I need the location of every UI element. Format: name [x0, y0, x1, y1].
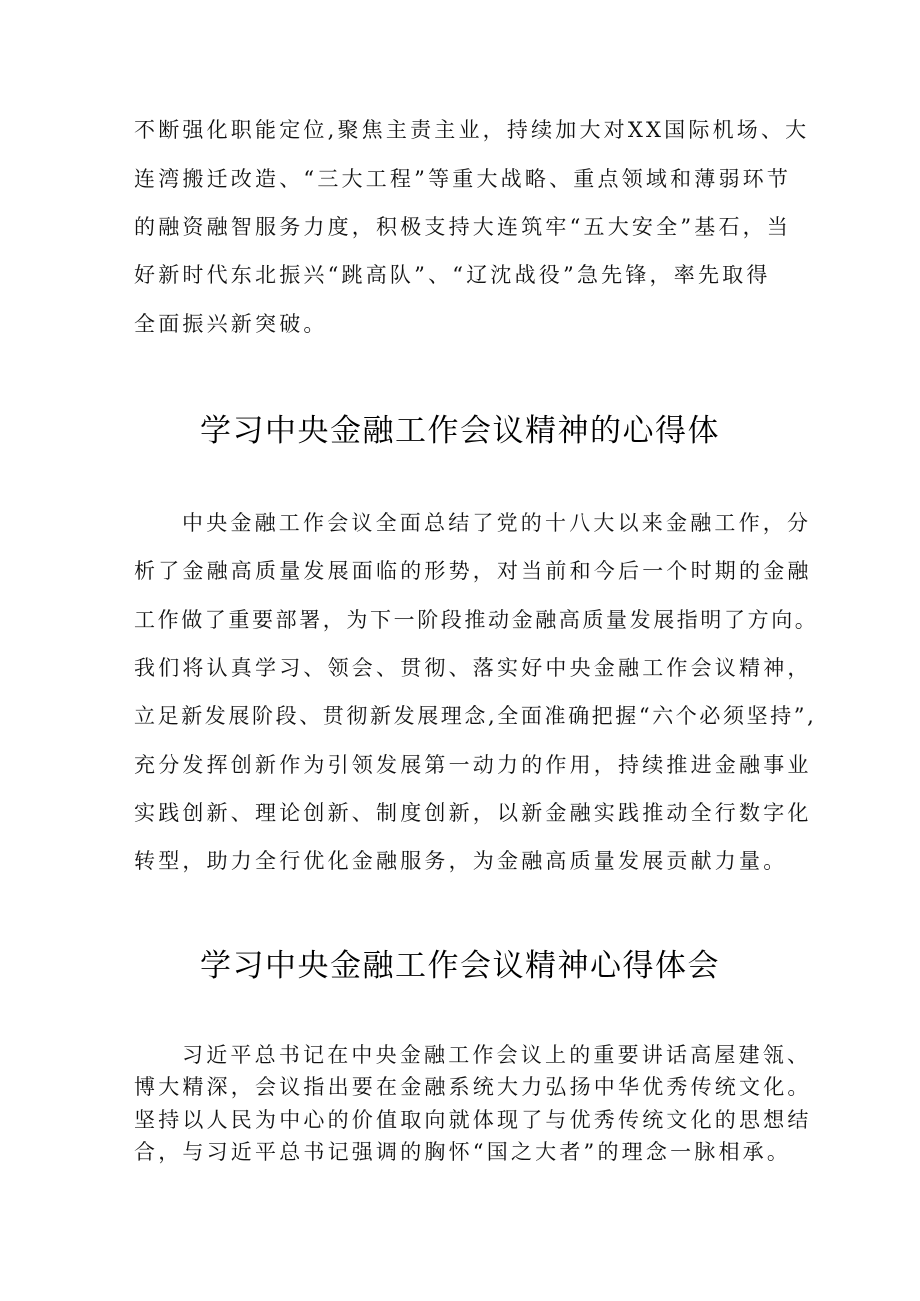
- text-line: 充分发挥创新作为引领发展第一动力的作用，持续推进金融事业: [134, 753, 812, 777]
- text-line: 不断强化职能定位,聚焦主责主业，持续加大对XX国际机场、大: [134, 118, 810, 142]
- text-line: 连湾搬迁改造、“三大工程”等重大战略、重点领域和薄弱环节: [134, 167, 792, 191]
- text-line: 坚持以人民为中心的价值取向就体现了与优秀传统文化的思想结: [134, 1108, 812, 1132]
- text-line: 的融资融智服务力度，积极支持大连筑牢“五大安全”基石，当: [134, 215, 792, 239]
- section-heading: 学习中央金融工作会议精神心得体会: [200, 948, 720, 984]
- text-line: 合，与习近平总书记强调的胸怀“国之大者”的理念一脉相承。: [134, 1140, 792, 1164]
- text-line: 立足新发展阶段、贯彻新发展理念,全面准确把握“六个必须坚持”,: [134, 704, 817, 728]
- text-line: 析了金融高质量发展面临的形势，对当前和今后一个时期的金融: [134, 559, 812, 583]
- text-line: 工作做了重要部署，为下一阶段推动金融高质量发展指明了方向。: [134, 608, 819, 632]
- text-line: 好新时代东北振兴“跳高队”、“辽沈战役”急先锋，率先取得: [134, 263, 771, 287]
- text-line: 中央金融工作会议全面总结了党的十八大以来金融工作，分: [182, 511, 812, 535]
- text-line: 习近平总书记在中央金融工作会议上的重要讲话高屋建瓴、: [182, 1043, 812, 1067]
- text-line: 我们将认真学习、领会、贯彻、落实好中央金融工作会议精神，: [134, 656, 812, 680]
- text-line: 博大精深，会议指出要在金融系统大力弘扬中华优秀传统文化。: [134, 1075, 812, 1099]
- text-line: 全面振兴新突破。: [134, 312, 328, 336]
- section-heading: 学习中央金融工作会议精神的心得体: [200, 413, 720, 449]
- text-line: 实践创新、理论创新、制度创新，以新金融实践推动全行数字化: [134, 801, 812, 825]
- text-line: 转型，助力全行优化金融服务，为金融高质量发展贡献力量。: [134, 849, 788, 873]
